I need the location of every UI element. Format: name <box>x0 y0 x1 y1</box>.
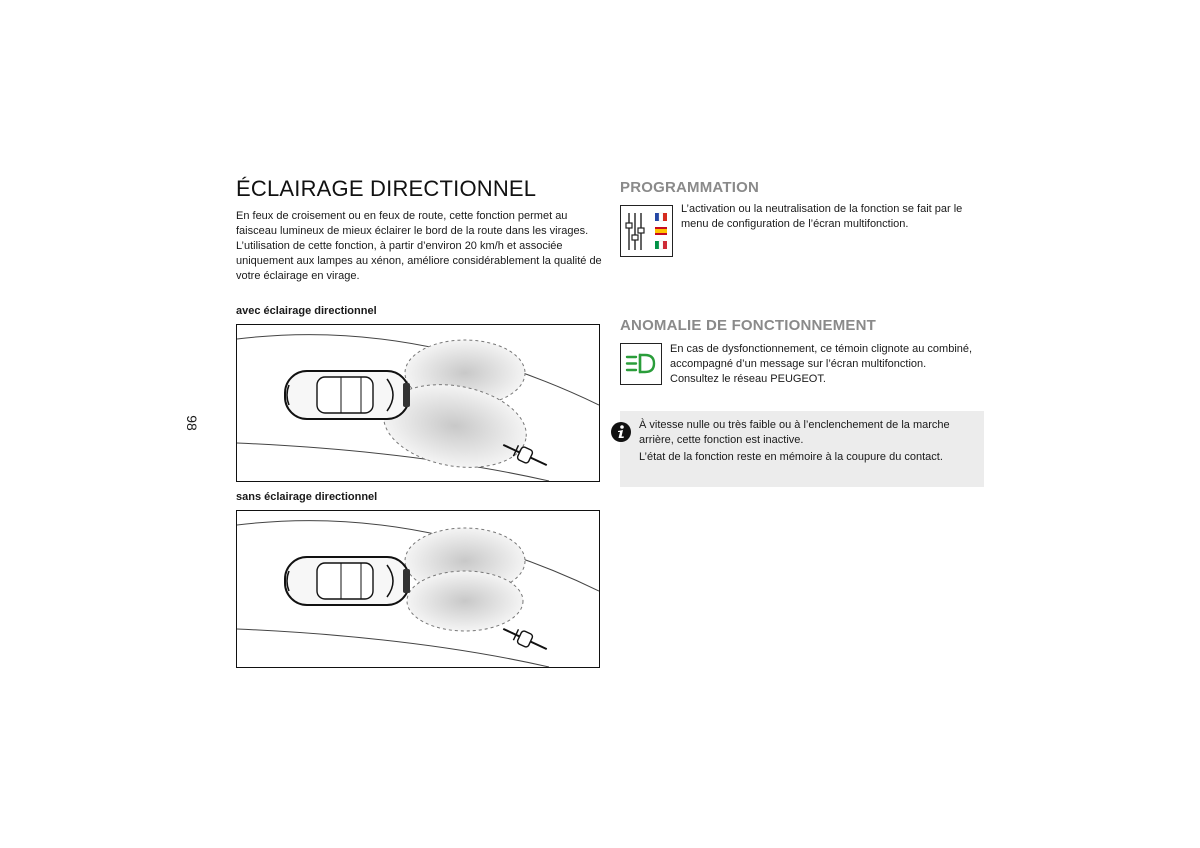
info-icon <box>610 421 632 443</box>
cyclist-icon <box>500 623 549 656</box>
info-note-paragraph-1: À vitesse nulle ou très faible ou à l’enclenchement de la marche arrière, cette fonction est inactive. <box>639 419 950 446</box>
anomalie-text <box>670 342 990 387</box>
page-title: ÉCLAIRAGE DIRECTIONNEL <box>236 176 537 201</box>
car-icon <box>285 557 410 605</box>
intro-text <box>236 209 608 284</box>
anomalie-heading: ANOMALIE DE FONCTIONNEMENT <box>620 317 877 334</box>
settings-sliders-flags-icon <box>620 205 673 257</box>
intro-paragraph-1: En feux de croisement ou en feux de route, cette fonction permet au faisceau lumineux de mieux éclairer le bord de la route dans les virages. <box>236 210 589 237</box>
figure-caption-without: sans éclairage directionnel <box>236 491 378 503</box>
info-note-box <box>620 411 984 487</box>
illustration-without-directional-lighting <box>236 510 600 668</box>
car-icon <box>285 371 410 419</box>
info-note-paragraph-2: L’état de la fonction reste en mémoire à la coupure du contact. <box>639 451 943 463</box>
intro-paragraph-2: L’utilisation de cette fonction, à partir d’environ 20 km/h et associée uniquement aux lampes au xénon, améliore considérablement la qualité de votre éclairage en virage. <box>236 240 602 282</box>
page-number: 98 <box>184 415 200 431</box>
info-note-text <box>639 418 979 465</box>
programmation-heading: PROGRAMMATION <box>620 179 759 196</box>
directional-headlight-warning-icon <box>620 343 662 385</box>
figure-caption-with: avec éclairage directionnel <box>236 305 377 317</box>
anomalie-paragraph-2: Consultez le réseau PEUGEOT. <box>670 373 826 385</box>
illustration-with-directional-lighting <box>236 324 600 482</box>
anomalie-paragraph-1: En cas de dysfonctionnement, ce témoin clignote au combiné, accompagné d’un message sur l’écran multifonction. <box>670 343 973 370</box>
programmation-text: L’activation ou la neutralisation de la fonction se fait par le menu de configuration de l’écran multifonction. <box>681 203 963 230</box>
